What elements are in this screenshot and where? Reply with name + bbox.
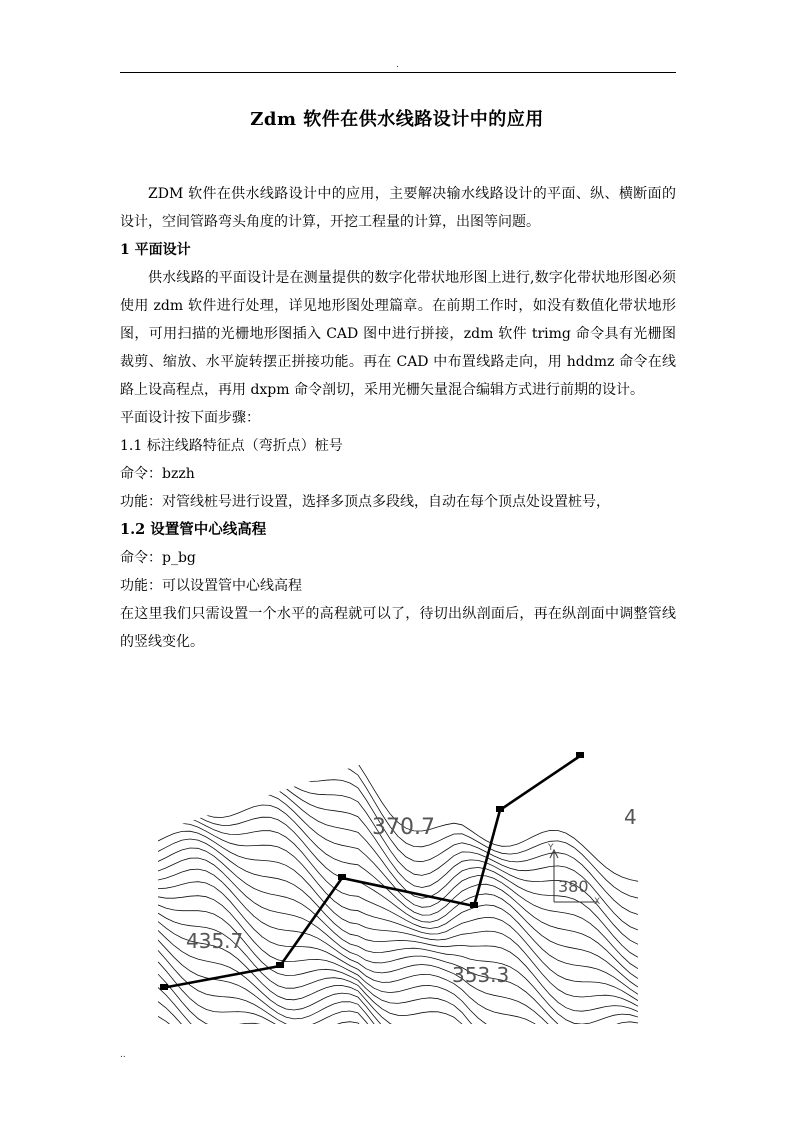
command-1-2: 命令：p_bg <box>120 550 196 566</box>
subheading-1-1: 1.1 标注线路特征点（弯折点）桩号 <box>120 438 343 454</box>
elevation-label-353: 353.3 <box>452 963 510 987</box>
steps-line: 平面设计按下面步骤： <box>120 410 260 426</box>
intro-paragraph: ZDM 软件在供水线路设计中的应用，主要解决输水线路设计的平面、纵、横断面的设计，空间管路弯头角度的计算，开挖工程量的计算，出图等问题。 <box>120 186 676 230</box>
footer-dots: .. <box>120 1050 126 1060</box>
section-heading-plan: 1 平面设计 <box>120 242 191 258</box>
plan-description-paragraph: 供水线路的平面设计是在测量提供的数字化带状地形图上进行,数字化带状地形图必须使用 zdm 软件进行处理，详见地形图处理篇章。在前期工作时，如没有数值化带状地形图，可用扫描的光栅地形图插入 CAD 图中进行拼接，zdm 软件 trimg 命令具有光栅图裁剪、缩放、水平旋转摆正拼接功能。再在 CAD 中布置线路走向，用 hddmz 命令在线路上设高程点，再用 dxpm 命令剖切，采用光栅矢量混合编辑方式进行前期的设计。 <box>120 270 676 398</box>
elevation-label-380: 380 <box>558 877 589 896</box>
contour-map-figure <box>158 752 638 1024</box>
header-dot: . <box>396 60 399 70</box>
function-1-2: 功能：可以设置管中心线高程 <box>120 578 302 594</box>
subheading-1-2: 1.2 设置管中心线高程 <box>120 521 267 538</box>
note-1-2: 在这里我们只需设置一个水平的高程就可以了，待切出纵剖面后，再在纵剖面中调整管线的竖线变化。 <box>120 606 676 650</box>
elevation-label-370: 370.7 <box>372 815 435 840</box>
elevation-label-435: 435.7 <box>186 929 244 953</box>
header-rule <box>120 72 676 73</box>
elevation-label-4: 4 <box>624 805 637 829</box>
page-title: Zdm 软件在供水线路设计中的应用 <box>250 109 544 130</box>
document-body <box>120 180 676 656</box>
axis-x-label: X <box>594 897 601 907</box>
function-1-1: 功能：对管线桩号进行设置，选择多顶点多段线，自动在每个顶点处设置桩号， <box>120 494 610 510</box>
command-1-1: 命令：bzzh <box>120 466 195 482</box>
axis-y-label: Y <box>548 843 554 853</box>
